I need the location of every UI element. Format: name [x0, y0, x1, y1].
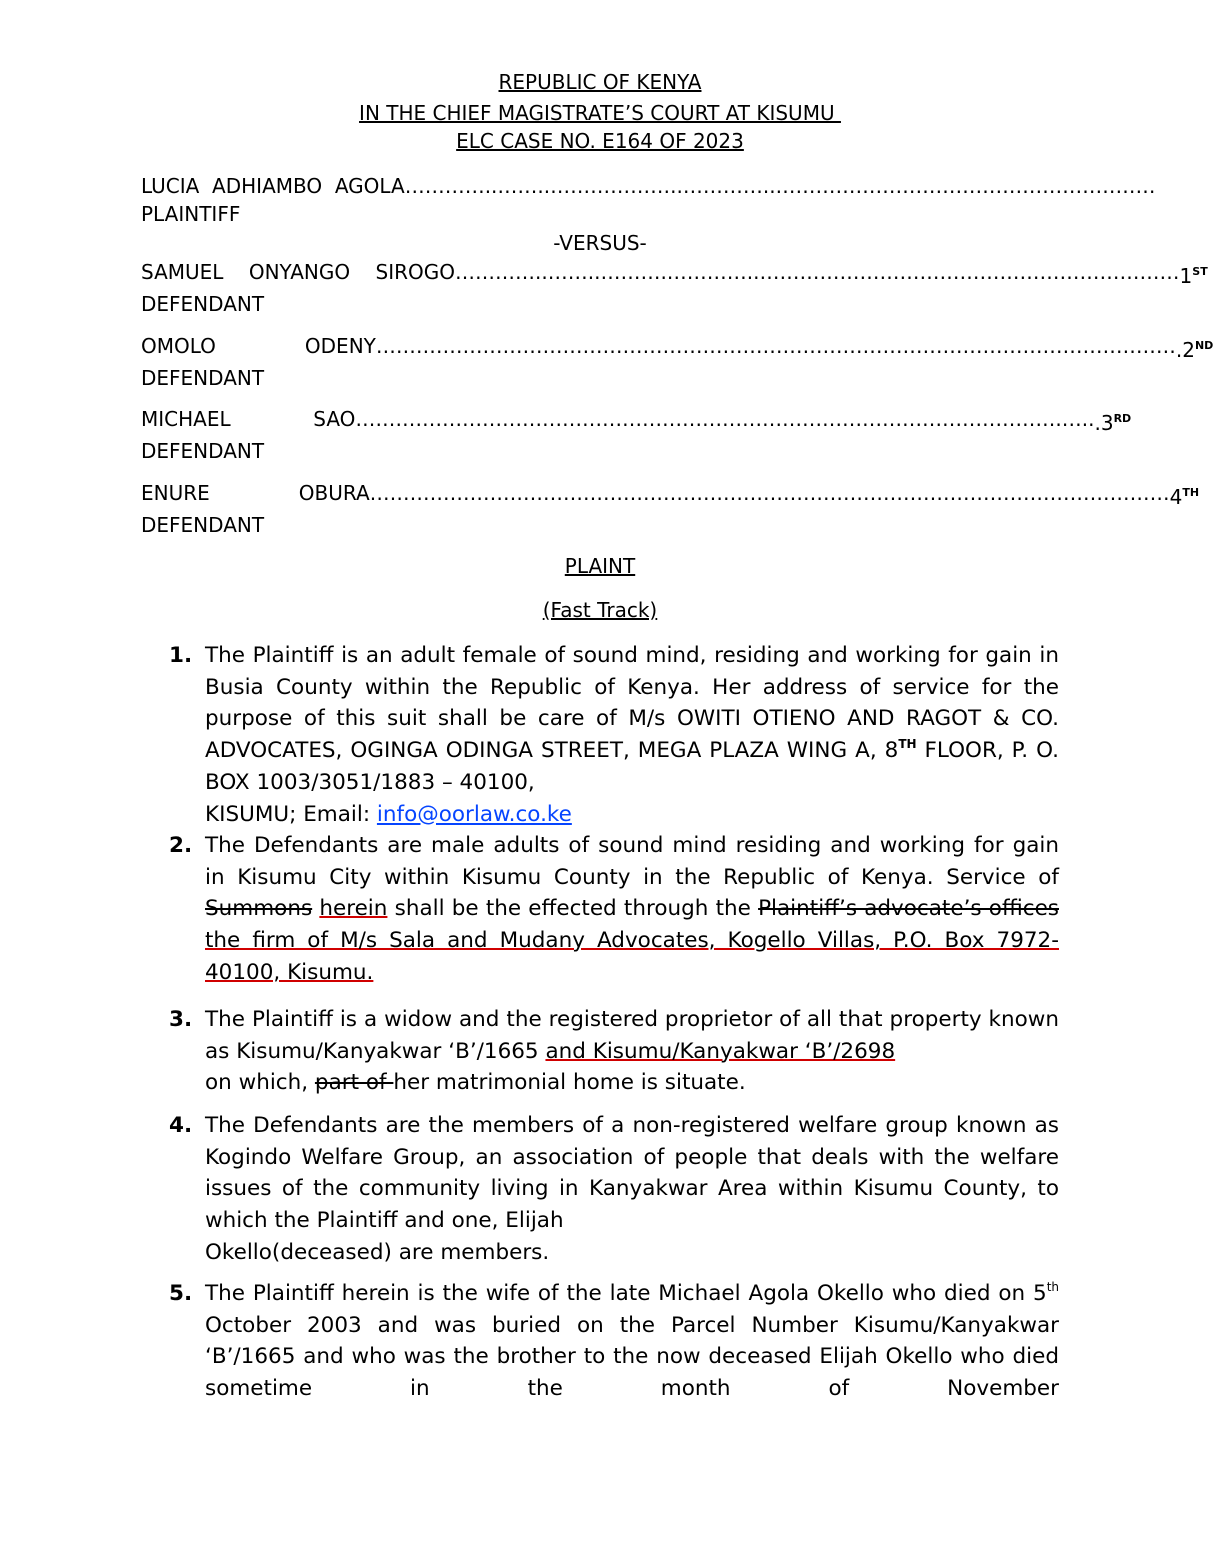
paragraph-text: The Plaintiff is an adult female of sound mind, residing and working for gain in Busia County within the Republic of Kenya. Her address of service for the purpose of this suit shall be care of M/s OWITI OTIENO AND RAGOT & CO. ADVOCATES, OGINGA ODINGA STREET, MEGA PLAZA WING A, 8	[205, 643, 1059, 764]
leader-dots: …………………………………………………………………………………………………………	[369, 481, 1170, 505]
defendant-name: OMOLO ODENY	[141, 334, 376, 358]
versus-label: -VERSUS-	[553, 231, 647, 255]
defendant-ordinal: 1	[1179, 264, 1193, 288]
defendant-block-1	[141, 260, 1208, 316]
paragraph-5	[141, 1278, 1059, 1405]
ordinal-suffix: ST	[1192, 265, 1208, 278]
superscript: TH	[898, 737, 917, 752]
paragraph-number: 2.	[169, 833, 193, 858]
defendant-role: DEFENDANT	[141, 439, 265, 463]
paragraph-number: 3.	[169, 1007, 193, 1032]
defendant-name: MICHAEL SAO	[141, 407, 356, 431]
document-title: PLAINT	[564, 554, 636, 578]
paragraph-text: FLOOR, P. O. BOX 1003/3051/1883 – 40100,	[205, 738, 1059, 795]
leader-dots: …………………………………………………………………………………………………………	[375, 334, 1176, 358]
inserted-text: and Kisumu/Kanyakwar ‘B’/2698	[545, 1038, 896, 1064]
ordinal-suffix: RD	[1113, 412, 1132, 425]
inserted-text: herein	[319, 896, 388, 922]
deleted-text: Summons	[205, 896, 313, 922]
paragraph-text: The Plaintiff herein is the wife of the late Michael Agola Okello who died on 5	[205, 1281, 1047, 1306]
paragraph-text: The Defendants are the members of a non-registered welfare group known as Kogindo Welfare Group, an association of people that deals with the welfare issues of the community living in Kanyakwar Area within Kisumu County, to which the Plaintiff and one, Elijah	[205, 1113, 1059, 1234]
header-court: IN THE CHIEF MAGISTRATE’S COURT AT KISUMU	[359, 101, 841, 125]
leader-dots: …………………………………………………………………………………………….…..	[355, 407, 1095, 431]
defendant-role: DEFENDANT	[141, 513, 265, 537]
paragraph-text: on which,	[205, 1070, 315, 1096]
document-subtitle: (Fast Track)	[542, 598, 658, 622]
paragraph-text: The Defendants are male adults of sound mind residing and working for gain in Kisumu City within Kisumu County in the Republic of Kenya. Service of	[205, 833, 1059, 890]
leader-dots: …………..……..………………..…………..…………………………………………………	[404, 174, 1156, 198]
header-republic: REPUBLIC OF KENYA	[498, 70, 702, 94]
paragraph-text: Okello(deceased) are members.	[205, 1239, 550, 1265]
paragraph-text: KISUMU; Email:	[205, 801, 377, 827]
email-link[interactable]: info@oorlaw.co.ke	[376, 801, 572, 827]
paragraph-text: her matrimonial home is situate.	[393, 1070, 746, 1096]
header-case-number: ELC CASE NO. E164 OF 2023	[456, 129, 744, 153]
ordinal-suffix: ND	[1194, 339, 1213, 352]
deleted-text: part of	[314, 1070, 394, 1096]
defendant-name: ENURE OBURA	[141, 481, 370, 505]
deleted-text: Plaintiff’s advocate’s offices	[758, 896, 1059, 922]
plaintiff-role: PLAINTIFF	[141, 202, 241, 226]
paragraph-text: shall be the effected through the	[387, 896, 759, 922]
plaintiff-block	[141, 174, 1156, 226]
paragraph-number: 5.	[169, 1281, 193, 1306]
defendant-ordinal: 4	[1169, 485, 1183, 509]
paragraph-4	[141, 1110, 1059, 1269]
defendant-name: SAMUEL ONYANGO SIROGO	[141, 260, 456, 284]
plaintiff-name: LUCIA ADHIAMBO AGOLA	[141, 174, 405, 198]
paragraph-text: The Plaintiff is a widow and the registered proprietor of all that property known as Kisumu/Kanyakwar ‘B’/1665	[205, 1007, 1059, 1064]
paragraph-1	[141, 640, 1059, 830]
defendant-block-4	[141, 481, 1200, 537]
paragraph-text: October 2003 and was buried on the Parcel Number Kisumu/Kanyakwar ‘B’/1665 and who was the brother to the now deceased Elijah Okello who died sometime in the month of November	[205, 1312, 1059, 1402]
ordinal-suffix: TH	[1182, 486, 1200, 499]
defendant-block-3	[141, 407, 1132, 463]
paragraph-3	[141, 1004, 1059, 1099]
defendant-ordinal: .2	[1175, 338, 1195, 362]
paragraph-number: 1.	[169, 643, 193, 668]
paragraph-2	[141, 830, 1059, 989]
defendant-ordinal: .3	[1094, 411, 1114, 435]
paragraph-number: 4.	[169, 1113, 193, 1138]
leader-dots: …………..……..……….…………..………………………………………………………	[455, 260, 1180, 284]
inserted-text: the firm of M/s Sala and Mudany Advocates, Kogello Villas, P.O. Box 7972-40100, Kisumu.	[205, 928, 1059, 985]
defendant-role: DEFENDANT	[141, 292, 265, 316]
defendant-role: DEFENDANT	[141, 366, 265, 390]
superscript: th	[1046, 1280, 1059, 1294]
defendant-block-2	[141, 334, 1213, 390]
